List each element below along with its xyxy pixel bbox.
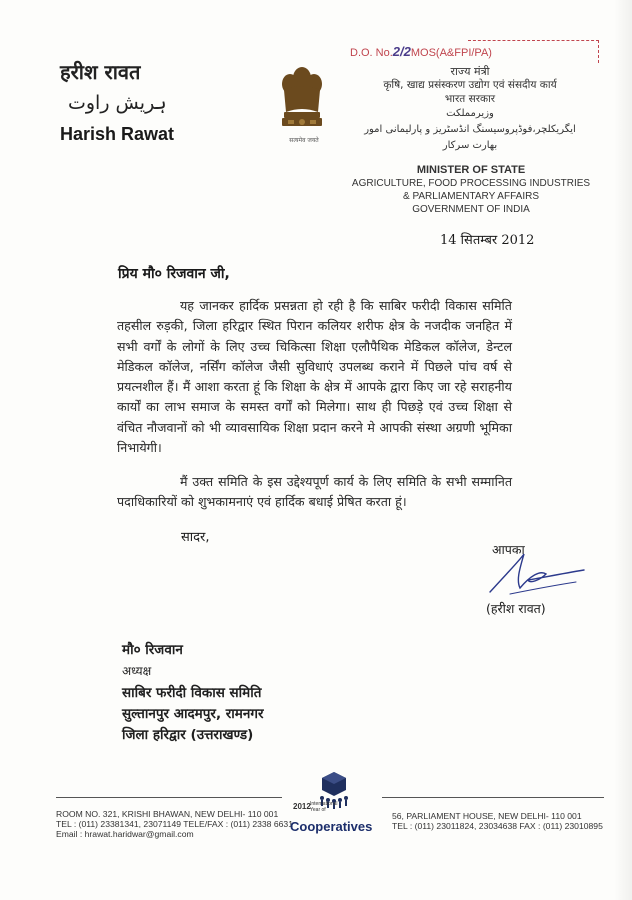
letter-date: 14 सितम्बर 2012 <box>440 233 535 248</box>
government-urdu: بھارت سرکار <box>442 140 498 151</box>
government-english: GOVERNMENT OF INDIA <box>412 204 530 215</box>
footer-divider-left <box>56 797 282 798</box>
minister-title-urdu: وزیرمملکت <box>446 108 494 119</box>
recipient-designation: अध्यक्ष <box>122 664 152 678</box>
salutation: प्रिय मौ० रिजवान जी, <box>118 266 230 282</box>
sender-name-urdu: ہریش راوت <box>68 92 167 114</box>
reference-handwritten-number: 2/2 <box>392 44 411 59</box>
ministry-name-english-1: AGRICULTURE, FOOD PROCESSING INDUSTRIES <box>351 178 591 189</box>
page-edge-shadow <box>614 0 632 900</box>
reference-prefix: D.O. No. <box>350 47 393 59</box>
cooperatives-wordmark: Cooperatives <box>290 819 373 834</box>
yours-truly: आपका <box>492 542 525 557</box>
recipient-district: जिला हरिद्वार (उत्तराखण्ड) <box>122 727 254 743</box>
body-paragraph-1: यह जानकर हार्दिक प्रसन्नता हो रही है कि साबिर फरीदी विकास समिति तहसील रुड़की, जिला हरिद्वार स्थित पिरान कलियर शरीफ क्षेत्र के नजदीक जनहित में सभी वर्गों के लोगों के लिए उच्च चिकित्सा शिक्षा एलौपैथिक मेडिकल कॉलेज, डेन्टल मेडिकल कॉलेज, नर्सिंग कॉलेज जैसी सुविधाएं उपलब्ध कराने में पिछले पांच वर्ष से प्रयत्नशील हैं। मैं आशा करता हूं कि शिक्षा के क्षेत्र में आपके द्वारा किए जा रहे सराहनीय कार्यों का लाभ समाज के समस्त वर्गों को मिलेगा। साथ ही पिछड़े एवं उच्च शिक्षा से वंचित नौजवानों को भी व्यावसायिक शिक्षा प्रदान करने मे आपकी संस्था अग्रणी भूमिका निभायेगी। <box>117 298 512 456</box>
reference-number <box>350 44 578 60</box>
minister-title-hindi: राज्य मंत्री <box>450 65 490 78</box>
footer-office-phone: TEL : (011) 23381341, 23071149 TELE/FAX : (011) 2338 6631 <box>56 819 293 829</box>
national-emblem-icon <box>270 60 334 160</box>
minister-title-english: MINISTER OF STATE <box>416 164 526 176</box>
footer-parliament-phone: TEL : (011) 23011824, 23034638 FAX : (011) 23010895 <box>392 821 603 831</box>
signatory-name: (हरीश रावत) <box>486 601 546 616</box>
signature-icon <box>480 550 600 602</box>
recipient-organisation: साबिर फरीदी विकास समिति <box>122 685 262 701</box>
ministry-name-hindi: कृषि, खाद्य प्रसंस्करण उद्योग एवं संसदीय कार्य <box>383 79 557 91</box>
reference-suffix: MOS(A&FPI/PA) <box>410 47 492 59</box>
closing: सादर, <box>181 530 210 545</box>
recipient-address-line: सुल्तानपुर आदमपुर, रामनगर <box>122 706 264 722</box>
body-paragraph-2: मैं उक्त समिति के इस उद्देश्यपूर्ण कार्य के लिए समिति के सभी सम्मानित पदाधिकारियों को शुभकामनाएं एवं हार्दिक बधाई प्रेषित करता हूं। <box>117 474 512 510</box>
sender-name-hindi: हरीश रावत <box>60 60 141 84</box>
cooperatives-year: 2012 <box>293 802 311 811</box>
footer-email: Email : hrawat.haridwar@gmail.com <box>56 829 194 839</box>
ministry-name-urdu: ایگریکلچر،فوڈپروسیسنگ انڈسٹریز و پارلیمانی امور <box>364 124 576 135</box>
footer-divider-right <box>382 797 604 798</box>
recipient-name: मौ० रिजवान <box>122 642 183 658</box>
footer-parliament-address: 56, PARLIAMENT HOUSE, NEW DELHI- 110 001 <box>392 811 582 821</box>
emblem-caption: सत्यमेव जयते <box>289 137 319 144</box>
footer-office-address: ROOM NO. 321, KRISHI BHAWAN, NEW DELHI- 110 001 <box>56 809 279 819</box>
government-hindi: भारत सरकार <box>444 93 496 105</box>
sender-name-english: Harish Rawat <box>60 124 175 144</box>
ministry-name-english-2: & PARLIAMENTARY AFFAIRS <box>403 191 539 202</box>
cooperatives-tagline: International Year of <box>310 801 338 813</box>
